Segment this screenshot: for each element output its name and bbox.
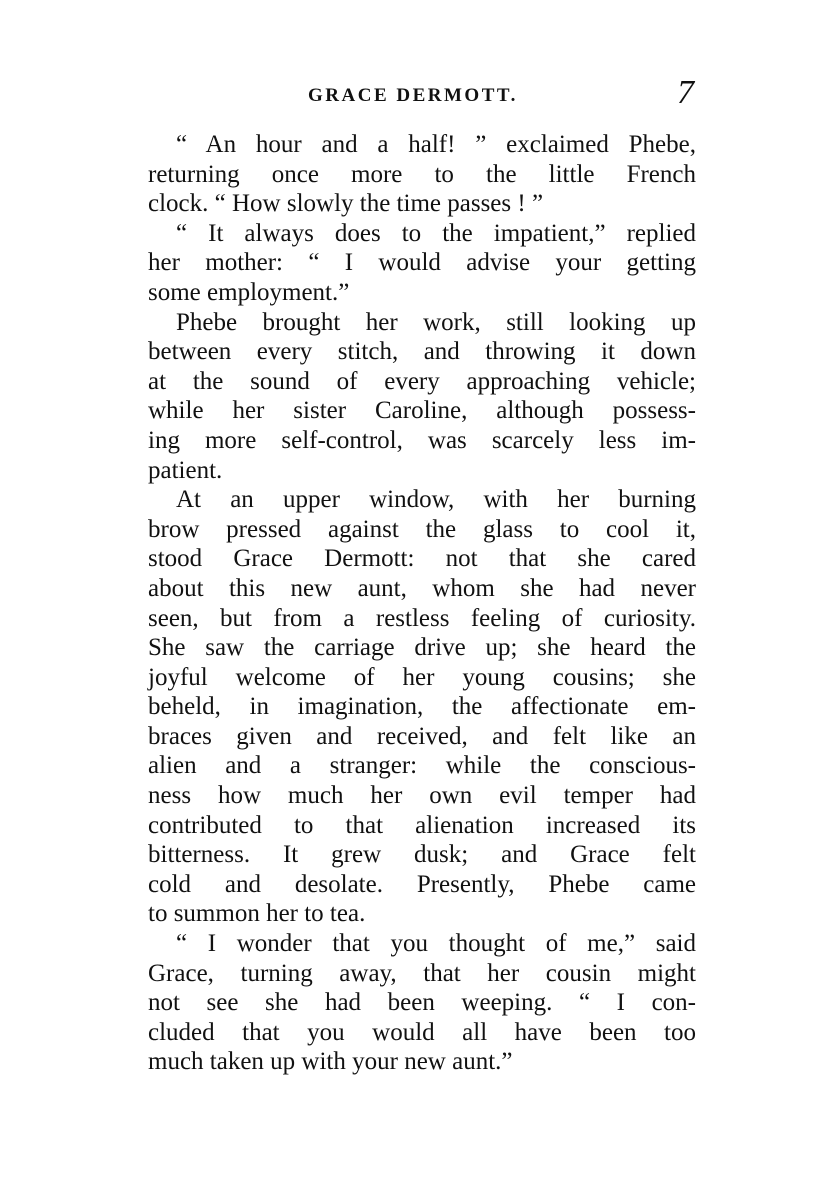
text-line: beheld, in imagination, the affectionate em- <box>148 693 696 721</box>
running-title: GRACE DERMOTT. <box>308 85 518 106</box>
text-line: cold and desolate. Presently, Phebe came <box>148 870 696 898</box>
text-line: patient. <box>148 456 223 484</box>
text-line: cluded that you would all have been too <box>148 1018 696 1046</box>
text-line: to summon her to tea. <box>148 900 366 928</box>
text-line: her mother: “ I would advise your getting <box>148 249 696 277</box>
text-line: She saw the carriage drive up; she heard the <box>148 634 696 662</box>
text-line: ing more self-control, was scarcely less im- <box>148 426 696 454</box>
text-line: alien and a stranger: while the conscious- <box>148 752 696 780</box>
page-number: 7 <box>677 74 694 111</box>
text-line: not see she had been weeping. “ I con- <box>148 989 696 1017</box>
text-line: between every stitch, and throwing it down <box>148 338 696 366</box>
body-text <box>148 130 696 1077</box>
text-line: some employment.” <box>148 278 350 306</box>
text-line: at the sound of every approaching vehicle; <box>148 367 696 395</box>
text-line: returning once more to the little French <box>148 160 696 188</box>
text-line: much taken up with your new aunt.” <box>148 1048 513 1076</box>
text-line: joyful welcome of her young cousins; she <box>148 663 696 691</box>
text-line: contributed to that alienation increased its <box>148 811 696 839</box>
text-line: ness how much her own evil temper had <box>148 782 696 810</box>
text-line: “ An hour and a half! ” exclaimed Phebe, <box>176 131 696 158</box>
running-head <box>148 74 696 112</box>
text-line: stood Grace Dermott: not that she cared <box>148 545 696 573</box>
text-line: braces given and received, and felt like an <box>148 722 696 750</box>
text-line: bitterness. It grew dusk; and Grace felt <box>148 841 696 869</box>
text-line: while her sister Caroline, although possess- <box>148 397 696 425</box>
text-line: about this new aunt, whom she had never <box>148 574 696 602</box>
text-line: Phebe brought her work, still looking up <box>176 308 696 336</box>
text-line: “ It always does to the impatient,” replied <box>176 219 696 247</box>
text-line: Grace, turning away, that her cousin might <box>148 959 696 987</box>
text-line: At an upper window, with her burning <box>176 486 696 514</box>
text-line: seen, but from a restless feeling of curiosity. <box>148 604 696 632</box>
text-line: brow pressed against the glass to cool it, <box>148 515 696 543</box>
text-line: clock. “ How slowly the time passes ! ” <box>148 190 544 218</box>
text-line: “ I wonder that you thought of me,” said <box>176 930 696 958</box>
